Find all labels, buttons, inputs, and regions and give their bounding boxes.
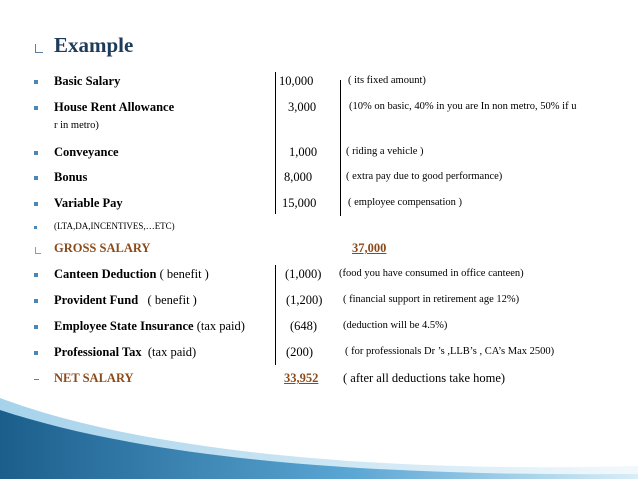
- bullet-icon: [34, 176, 38, 180]
- row-label: Bonus: [54, 170, 88, 184]
- decorative-swoosh: [0, 388, 638, 479]
- list-item: [0, 170, 638, 188]
- row-amount: 8,000: [284, 170, 313, 184]
- row-label-paren: ( benefit ): [147, 293, 197, 307]
- deduction-amount-divider: [275, 265, 276, 365]
- row-label-text: Provident Fund: [54, 293, 139, 307]
- row-label: Basic Salary: [54, 74, 121, 88]
- net-salary-row: [0, 371, 638, 389]
- row-note: ( after all deductions take home): [343, 371, 506, 385]
- row-note: ( employee compensation ): [348, 197, 463, 208]
- list-item: [0, 196, 638, 214]
- row-amount: 3,000: [288, 100, 317, 114]
- row-note: (deduction will be 4.5%): [343, 320, 448, 331]
- list-item: [0, 100, 638, 118]
- row-amount: (648): [290, 319, 318, 333]
- bullet-icon: [34, 106, 38, 110]
- bullet-icon: [34, 226, 37, 229]
- row-amount: (1,000): [285, 267, 322, 281]
- gross-salary-amount: 37,000: [352, 241, 387, 255]
- row-label: [54, 293, 197, 308]
- row-label-paren: (tax paid): [196, 319, 245, 333]
- net-salary-amount: 33,952: [284, 371, 319, 385]
- row-label: [54, 267, 209, 282]
- bullet-icon: [34, 151, 38, 155]
- row-label-paren: ( benefit ): [159, 267, 209, 281]
- row-label: Conveyance: [54, 145, 119, 159]
- row-label-text: Employee State Insurance: [54, 319, 194, 333]
- row-note: (10% on basic, 40% in you are In non metro, 50% if u: [349, 101, 577, 112]
- row-label: [54, 345, 196, 360]
- list-item: [0, 345, 638, 363]
- bullet-icon: [34, 202, 38, 206]
- row-label: [54, 319, 245, 334]
- row-label-text: Canteen Deduction: [54, 267, 157, 281]
- row-amount: 1,000: [289, 145, 318, 159]
- row-amount: 10,000: [279, 74, 314, 88]
- bullet-icon: [34, 299, 38, 303]
- row-label: (LTA,DA,INCENTIVES,…ETC): [54, 221, 175, 231]
- bullet-icon: [34, 325, 38, 329]
- row-note: ( its fixed amount): [348, 75, 426, 86]
- row-note: ( extra pay due to good performance): [346, 171, 503, 182]
- row-label-text: Professional Tax: [54, 345, 142, 359]
- list-item: [0, 267, 638, 285]
- slide-title: Example: [54, 33, 134, 57]
- list-item-continuation: [0, 120, 638, 138]
- list-item: [0, 74, 638, 92]
- row-note: ( riding a vehicle ): [346, 146, 424, 157]
- row-amount: 15,000: [282, 196, 317, 210]
- net-salary-label: NET SALARY: [54, 371, 134, 385]
- list-item: [0, 219, 638, 237]
- row-note: ( financial support in retirement age 12%): [343, 294, 520, 305]
- bullet-icon: [34, 80, 38, 84]
- row-note: ( for professionals Dr ’s ,LLB’s , CA’s Max 2500): [345, 346, 555, 357]
- row-note-continued: r in metro): [54, 120, 99, 131]
- list-item: [0, 145, 638, 163]
- bullet-icon: [34, 273, 38, 277]
- list-item: [0, 319, 638, 337]
- gross-salary-row: [0, 241, 638, 259]
- row-amount: (200): [286, 345, 314, 359]
- row-amount: (1,200): [286, 293, 323, 307]
- amount-column-divider: [275, 72, 276, 214]
- row-note: (food you have consumed in office canteen): [339, 268, 524, 279]
- corner-icon: [35, 247, 41, 254]
- list-item: [0, 293, 638, 311]
- row-label: Variable Pay: [54, 196, 123, 210]
- title-marker-icon: [35, 44, 43, 53]
- bullet-icon: [34, 351, 38, 355]
- gross-salary-label: GROSS SALARY: [54, 241, 151, 255]
- row-label: House Rent Allowance: [54, 100, 175, 114]
- dash-icon: [34, 379, 39, 380]
- row-label-paren: (tax paid): [147, 345, 197, 359]
- note-column-divider: [340, 80, 341, 216]
